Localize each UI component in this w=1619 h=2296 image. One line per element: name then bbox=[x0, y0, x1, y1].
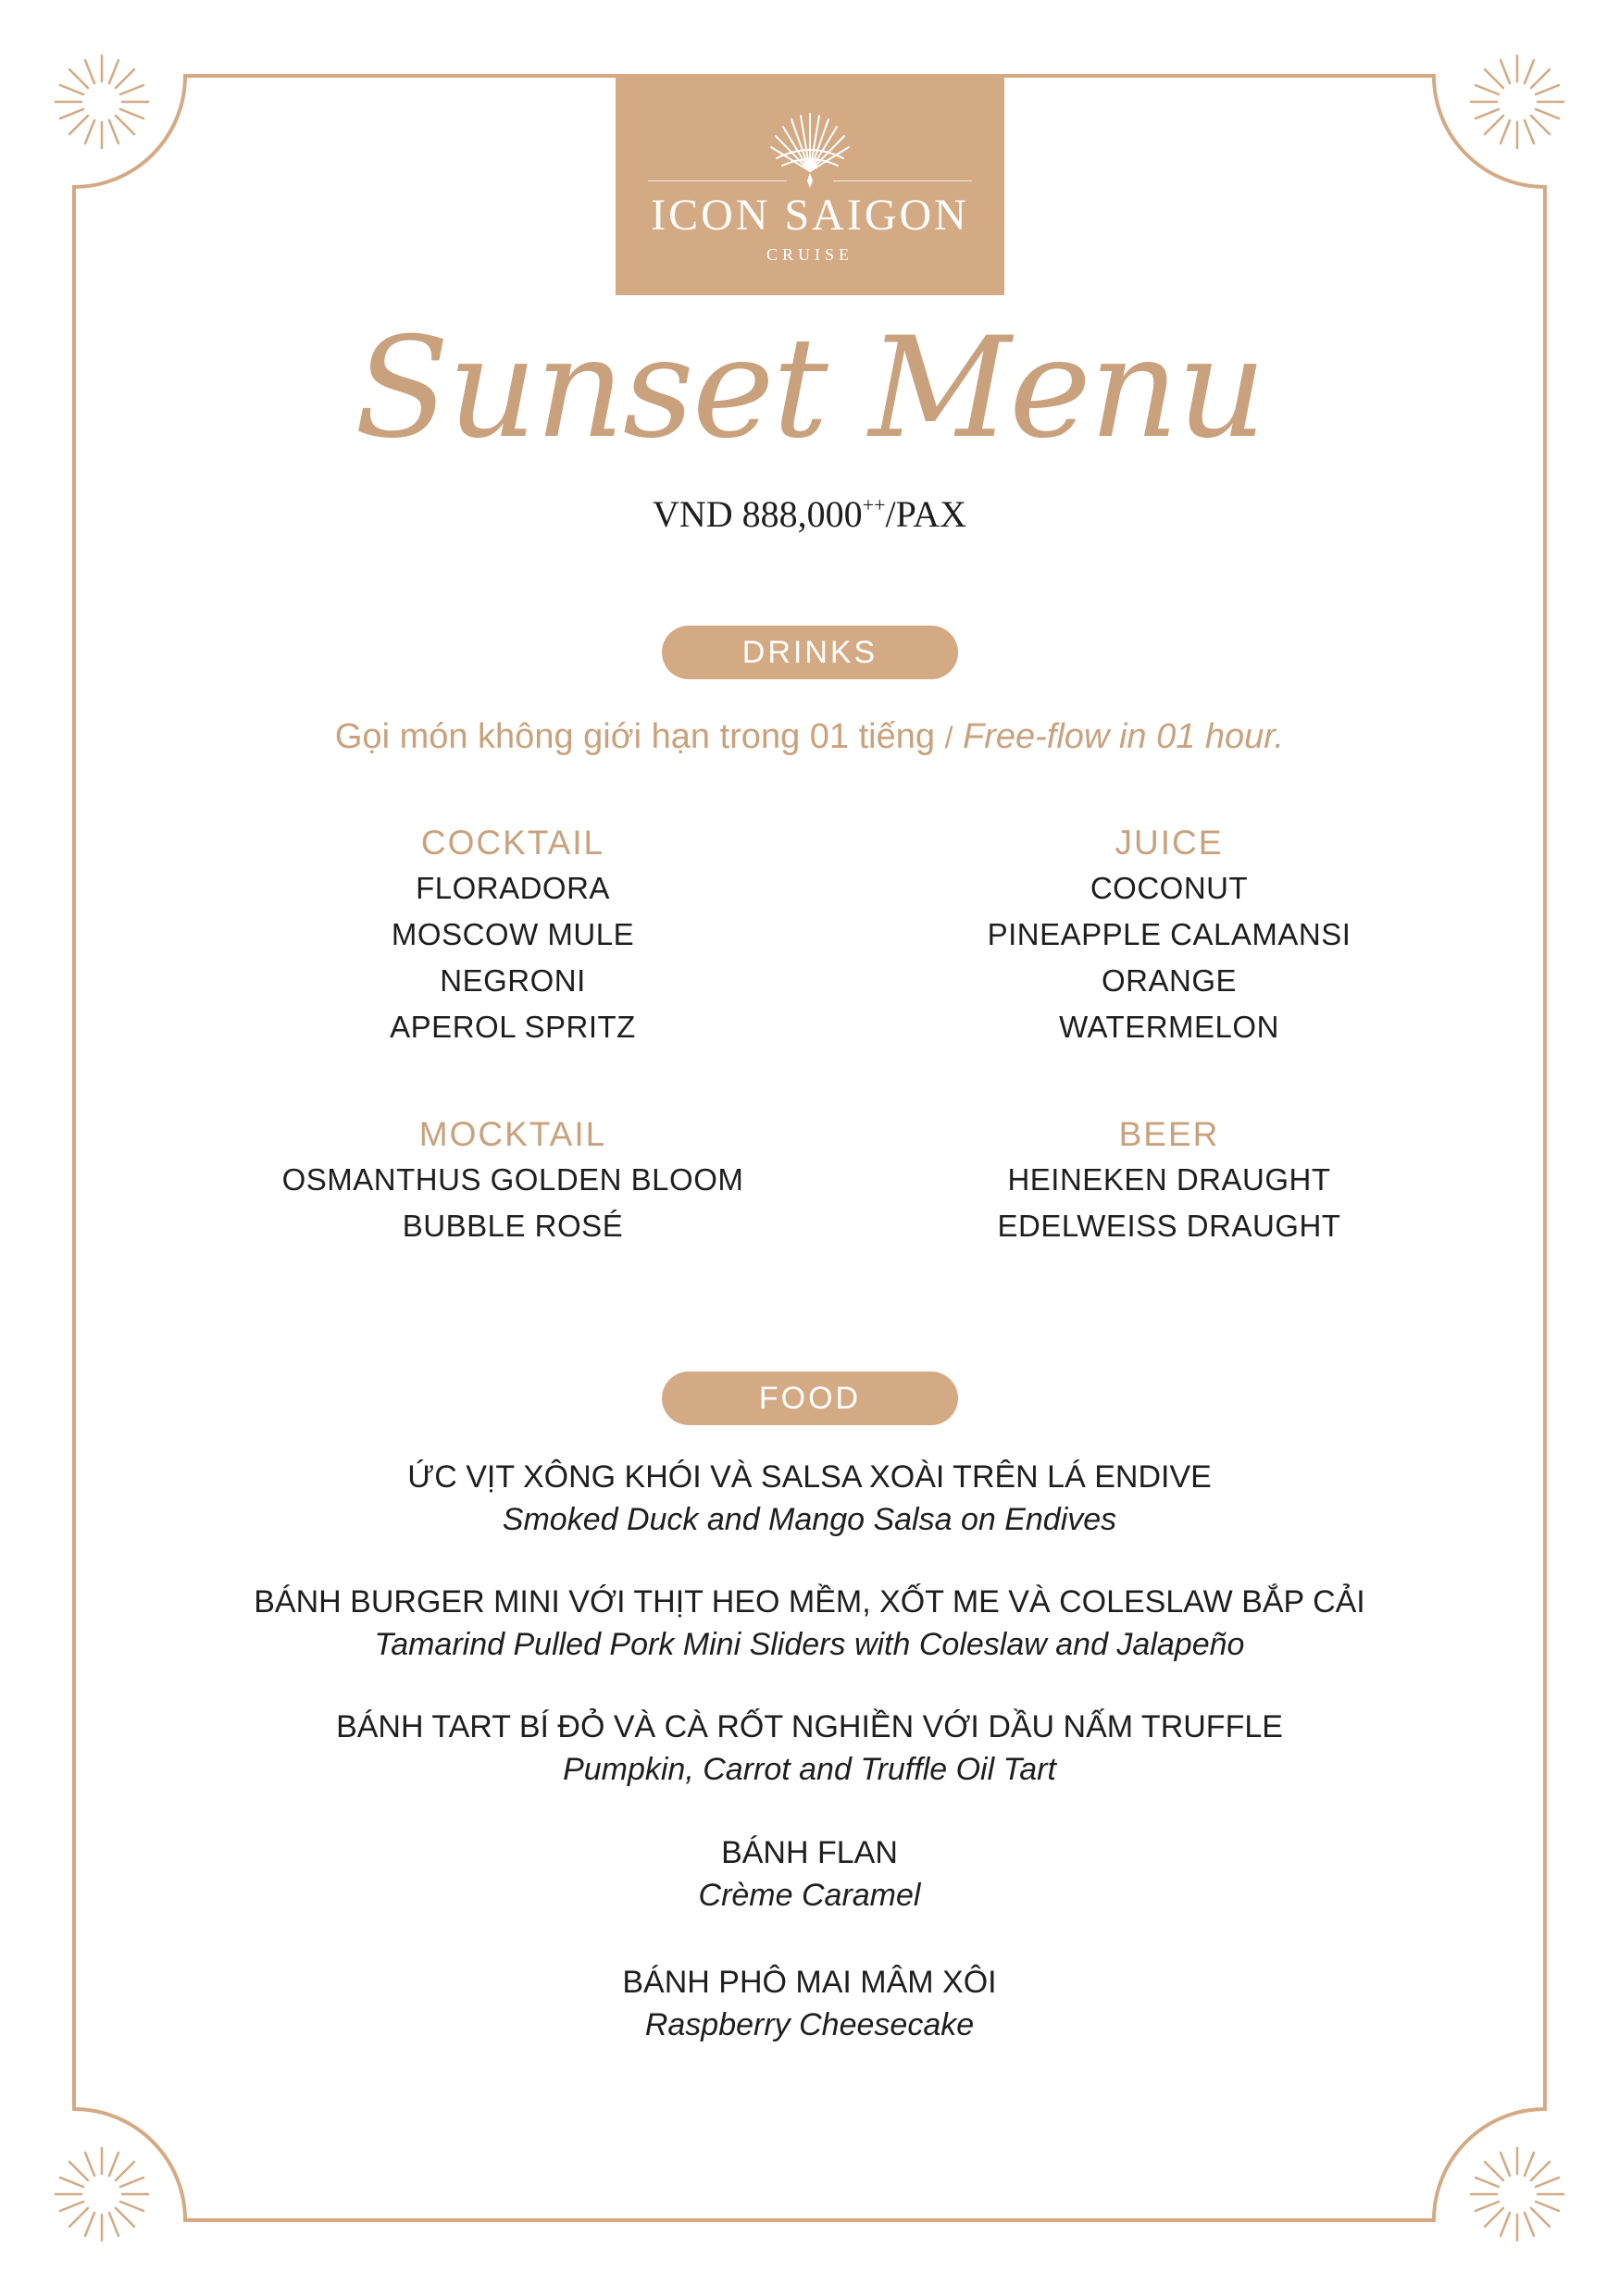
food-item-vn: BÁNH PHÔ MAI MÂM XÔI bbox=[622, 1965, 997, 2000]
list-item: WATERMELON bbox=[1059, 1010, 1279, 1044]
list-item: BUBBLE ROSÉ bbox=[402, 1209, 624, 1243]
price-amount: VND 888,000 bbox=[653, 493, 863, 535]
corner-sunburst-icon bbox=[1466, 2143, 1568, 2245]
menu-title: Sunset Menu bbox=[354, 308, 1265, 469]
list-item: HEINEKEN DRAUGHT bbox=[1007, 1162, 1331, 1197]
food-item-en: Tamarind Pulled Pork Mini Sliders with Coleslaw and Jalapeño bbox=[374, 1627, 1245, 1662]
food-item bbox=[0, 1706, 1619, 1791]
food-item-vn: BÁNH FLAN bbox=[721, 1835, 898, 1870]
drinks-section-pill: DRINKS bbox=[662, 626, 958, 679]
list-item: PINEAPPLE CALAMANSI bbox=[987, 917, 1351, 951]
food-item-vn: BÁNH BURGER MINI VỚI THỊT HEO MỀM, XỐT ME VÀ COLESLAW BẮP CẢI bbox=[254, 1584, 1365, 1620]
food-item-en: Smoked Duck and Mango Salsa on Endives bbox=[502, 1502, 1117, 1537]
list-item: MOSCOW MULE bbox=[391, 917, 635, 951]
logo-rule-right bbox=[833, 180, 972, 181]
mocktail-list bbox=[189, 1112, 837, 1249]
beer-list bbox=[845, 1112, 1493, 1249]
food-item bbox=[0, 1581, 1619, 1666]
food-item-vn: ỨC VỊT XÔNG KHÓI VÀ SALSA XOÀI TRÊN LÁ ENDIVE bbox=[407, 1459, 1212, 1495]
food-item-vn: BÁNH TART BÍ ĐỎ VÀ CÀ RỐT NGHIỀN VỚI DẦU NẤM TRUFFLE bbox=[336, 1709, 1283, 1744]
brand-logo bbox=[616, 77, 1004, 295]
beer-heading: BEER bbox=[1118, 1115, 1220, 1153]
list-item: COCONUT bbox=[1090, 871, 1249, 905]
price-unit: /PAX bbox=[885, 493, 966, 535]
juice-list bbox=[845, 821, 1493, 1050]
free-flow-note-en: Free-flow in 01 hour. bbox=[963, 717, 1285, 756]
free-flow-note bbox=[0, 717, 1619, 757]
food-item-en: Pumpkin, Carrot and Truffle Oil Tart bbox=[563, 1752, 1056, 1787]
corner-sunburst-icon bbox=[1466, 51, 1568, 153]
list-item: NEGRONI bbox=[440, 963, 586, 998]
list-item: FLORADORA bbox=[416, 871, 610, 905]
logo-rule-left bbox=[648, 180, 787, 181]
food-item bbox=[0, 1831, 1619, 1917]
food-item bbox=[0, 1456, 1619, 1541]
corner-sunburst-icon bbox=[51, 51, 153, 153]
list-item: OSMANTHUS GOLDEN BLOOM bbox=[281, 1162, 744, 1197]
price-suffix: ++ bbox=[862, 493, 886, 516]
cocktail-list bbox=[189, 821, 837, 1050]
free-flow-note-vn: Gọi món không giới hạn trong 01 tiếng bbox=[334, 717, 935, 756]
price bbox=[0, 492, 1619, 536]
list-item: APEROL SPRITZ bbox=[390, 1010, 636, 1044]
shell-sunburst-icon bbox=[764, 105, 856, 188]
juice-heading: JUICE bbox=[1115, 824, 1224, 862]
list-item: ORANGE bbox=[1101, 963, 1238, 998]
cocktail-heading: COCKTAIL bbox=[420, 824, 605, 862]
food-item bbox=[0, 1961, 1619, 2046]
brand-name: ICON SAIGON bbox=[651, 191, 969, 240]
mocktail-heading: MOCKTAIL bbox=[418, 1115, 607, 1153]
free-flow-separator: / bbox=[944, 721, 953, 754]
food-item-en: Crème Caramel bbox=[698, 1878, 921, 1913]
list-item: EDELWEISS DRAUGHT bbox=[997, 1209, 1341, 1243]
food-item-en: Raspberry Cheesecake bbox=[644, 2007, 975, 2042]
food-section-pill: FOOD bbox=[662, 1371, 958, 1425]
corner-sunburst-icon bbox=[51, 2143, 153, 2245]
brand-sub: CRUISE bbox=[766, 245, 853, 264]
